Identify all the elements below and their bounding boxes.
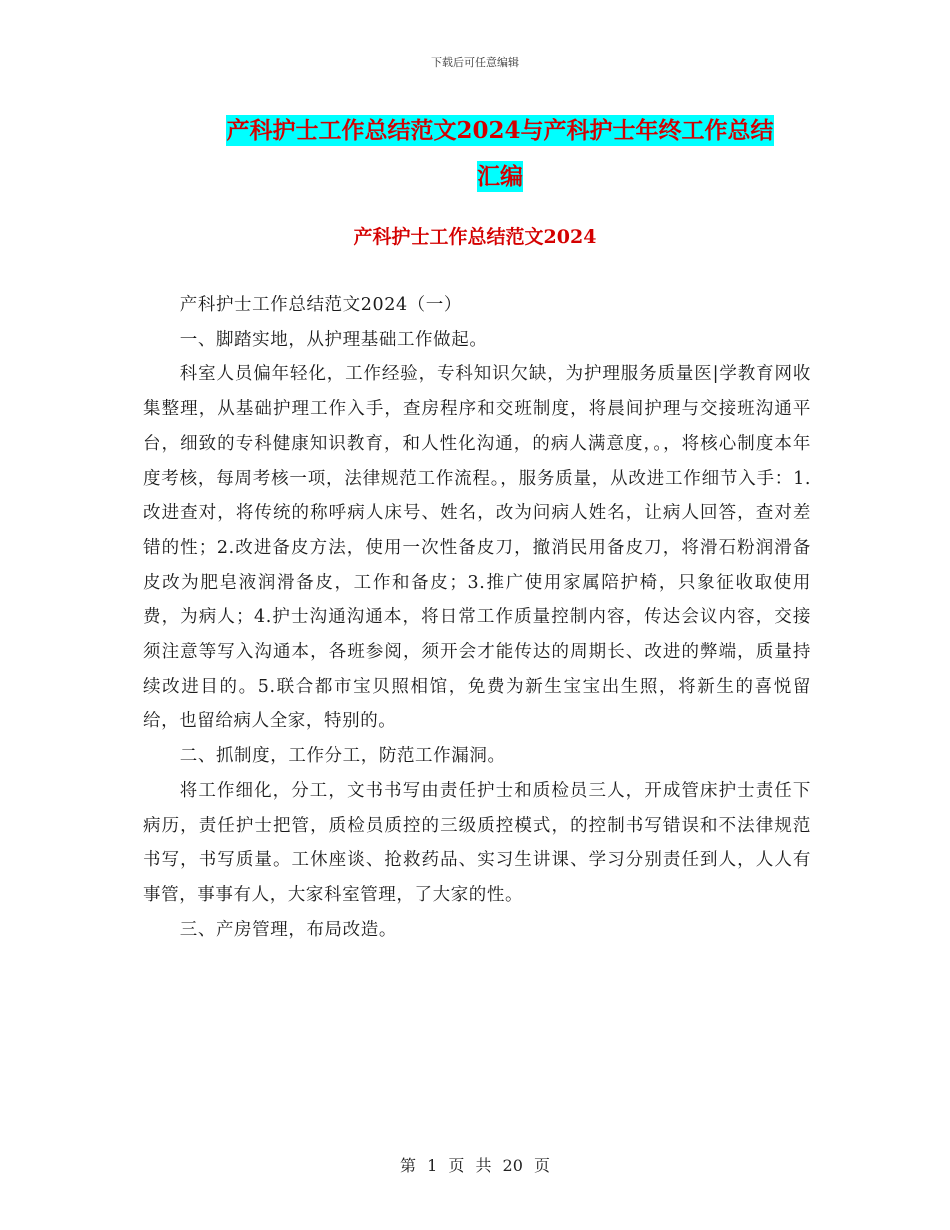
- paragraph-heading-2: 二、抓制度，工作分工，防范工作漏洞。: [179, 746, 506, 767]
- paragraph-subtitle: 产科护士工作总结范文2024（一）: [179, 295, 462, 315]
- paragraph-heading-3: 三、产房管理，布局改造。: [179, 919, 397, 940]
- document-title: [150, 108, 850, 200]
- paragraph-body-2: 将工作细化，分工，文书书写由责任护士和质检员三人，开成管床护士责任下病历，责任护士把管，质检员质控的三级质控模式，的控制书写错误和不法律规范书写，书写质量。工休座谈、抢救药品、实习生讲课、学习分别责任到人，人人有事管，事事有人，大家科室管理，了大家的性。: [143, 780, 811, 905]
- document-body: [143, 288, 811, 947]
- paragraph-heading-1: 一、脚踏实地，从护理基础工作做起。: [179, 329, 488, 350]
- page-footer: 第 1 页 共 20 页: [400, 1156, 550, 1175]
- header-note: 下载后可任意编辑: [431, 56, 519, 69]
- document-title-line-2: 汇编: [477, 163, 523, 190]
- section-title: 产科护士工作总结范文2024: [353, 226, 597, 248]
- paragraph-body-1: 科室人员偏年轻化，工作经验，专科知识欠缺，为护理服务质量医|学教育网收集整理，从基础护理工作入手，查房程序和交班制度，将晨间护理与交接班沟通平台，细致的专科健康知识教育，和人性化沟通，的病人满意度，。，将核心制度本年度考核，每周考核一项，法律规范工作流程。，服务质量，从改进工作细节入手：1.改进查对，将传统的称呼病人床号、姓名，改为问病人姓名，让病人回答，查对差错的性；2.改进备皮方法，使用一次性备皮刀，撤消民用备皮刀，将滑石粉润滑备皮改为肥皂液润滑备皮，工作和备皮；3.推广使用家属陪护椅，只象征收取使用费，为病人；4.护士沟通沟通本，将日常工作质量控制内容，传达会议内容，交接须注意等写入沟通本，各班参阅，须开会才能传达的周期长、改进的弊端，质量持续改进目的。5.联合都市宝贝照相馆，免费为新生宝宝出生照，将新生的喜悦留给，也留给病人全家，特别的。: [143, 364, 811, 732]
- document-title-line-1: 产科护士工作总结范文2024与产科护士年终工作总结: [226, 117, 774, 144]
